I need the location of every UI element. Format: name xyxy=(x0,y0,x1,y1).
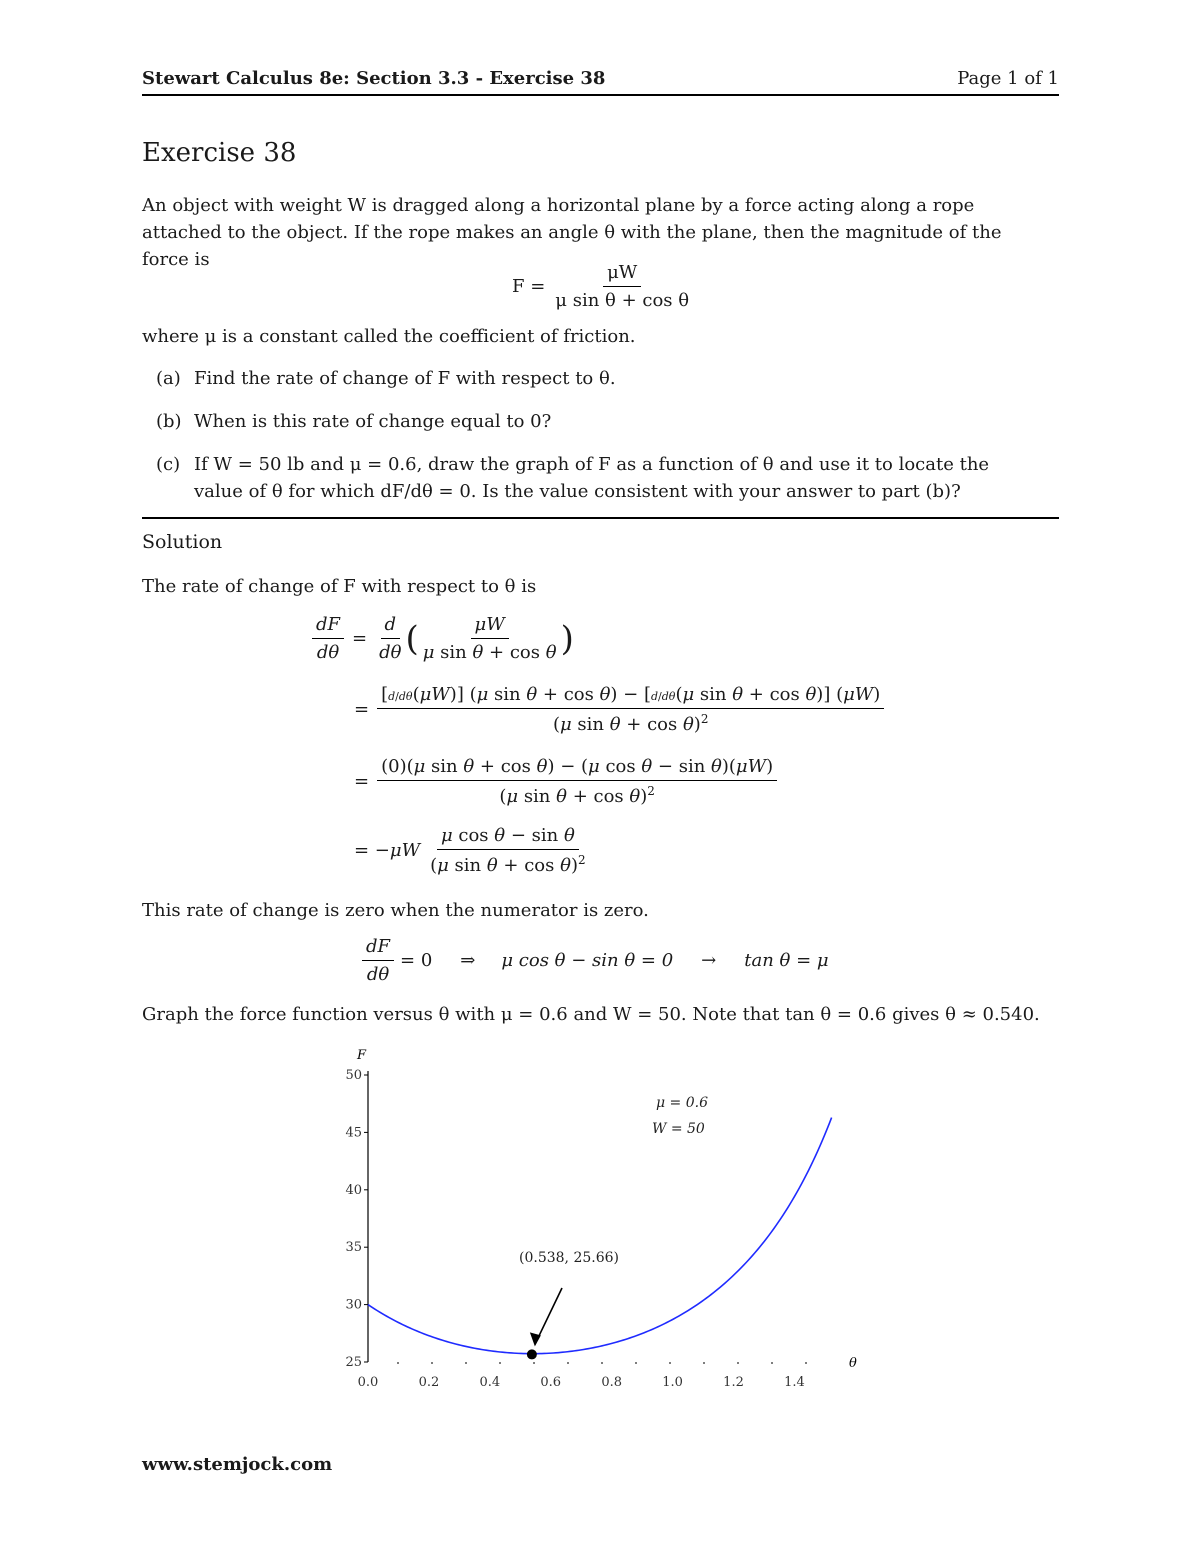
force-formula-denominator: μ sin θ + cos θ xyxy=(555,290,690,311)
exercise-statement-line2: attached to the object. If the rope makes an angle θ with the plane, then the magnitude of the xyxy=(142,222,1002,243)
exercise-statement-line3: force is xyxy=(142,249,210,270)
minimum-point xyxy=(527,1349,537,1359)
y-tick-label: 50 xyxy=(345,1068,362,1083)
zero-eq-part-c: tan θ = μ xyxy=(744,950,829,971)
x-tick-label: 1.2 xyxy=(723,1375,744,1390)
friction-note: where μ is a constant called the coefficient of friction. xyxy=(142,326,636,347)
x-axis-dot xyxy=(703,1362,705,1364)
part-b-label: (b) xyxy=(156,411,182,432)
zero-eq-part-b: μ cos θ − sin θ = 0 xyxy=(501,950,674,971)
running-header-title: Stewart Calculus 8e: Section 3.3 - Exercise 38 xyxy=(142,68,606,89)
minimum-annotation: (0.538, 25.66) xyxy=(519,1250,619,1266)
y-tick-label: 25 xyxy=(345,1355,362,1370)
derivative-line-2: = $\frac{\text{[d/dθ(μW)] (μ sin θ + cos θ) − [d/dθ(μ sin θ + cos θ)] (μW)}}{(\mu \sin \theta + \cos \theta)^2}$ xyxy=(354,684,884,735)
part-c-label: (c) xyxy=(156,454,181,475)
force-formula xyxy=(512,262,693,311)
zero-eq-arrow-2: → xyxy=(701,950,717,971)
x-tick-label: 0.0 xyxy=(357,1375,379,1390)
x-axis-dot xyxy=(431,1362,433,1364)
x-tick-label: 0.2 xyxy=(418,1375,440,1390)
x-tick-label: 0.6 xyxy=(540,1375,562,1390)
solution-intro: The rate of change of F with respect to θ is xyxy=(142,576,537,597)
x-axis-dot xyxy=(669,1362,671,1364)
x-axis-dot xyxy=(635,1362,637,1364)
x-axis-dot xyxy=(397,1362,399,1364)
x-axis-dot xyxy=(465,1362,467,1364)
derivative-line-1: $\frac{dF}{d\theta}$ = $\frac{d}{d\theta}$ ( $\frac{\mu W}{\text{μ sin θ + cos θ}}$ ) xyxy=(312,614,574,663)
part-b-text: When is this rate of change equal to 0? xyxy=(194,411,552,432)
force-chart xyxy=(0,1040,1200,1420)
x-axis-dot xyxy=(533,1362,535,1364)
zero-eq-arrow-1: ⇒ xyxy=(460,950,476,971)
exercise-heading: Exercise 38 xyxy=(142,138,297,168)
part-c-text-line2: value of θ for which dF/dθ = 0. Is the value consistent with your answer to part (b)? xyxy=(194,481,961,502)
part-c-text-line1: If W = 50 lb and μ = 0.6, draw the graph of F as a function of θ and use it to locate the xyxy=(194,454,990,475)
y-tick-label: 40 xyxy=(345,1182,362,1198)
legend-w: W = 50 xyxy=(652,1121,705,1137)
part-a-label: (a) xyxy=(156,368,181,389)
running-header-page: Page 1 of 1 xyxy=(957,68,1059,89)
y-tick-label: 45 xyxy=(345,1125,362,1141)
x-axis-dot xyxy=(805,1362,807,1364)
graph-intro-text: Graph the force function versus θ with μ = 0.6 and W = 50. Note that tan θ = 0.6 gives θ ≈ 0.540. xyxy=(142,1004,1040,1025)
x-axis-dot xyxy=(771,1362,773,1364)
x-axis-dot xyxy=(737,1362,739,1364)
legend-mu: μ = 0.6 xyxy=(656,1095,708,1111)
zero-condition-text: This rate of change is zero when the numerator is zero. xyxy=(142,900,649,921)
x-axis-label: θ xyxy=(849,1356,857,1371)
zero-eq-part-a: = 0 xyxy=(400,950,433,971)
footer-url[interactable]: www.stemjock.com xyxy=(142,1454,333,1475)
x-axis-dot xyxy=(567,1362,569,1364)
part-a-text: Find the rate of change of F with respect to θ. xyxy=(194,368,616,389)
derivative-line-3: = $\frac{\text{(0)(μ sin θ + cos θ) − (μ cos θ − sin θ)(μW)}}{(\mu \sin \theta + \cos \theta)^2}$ xyxy=(354,756,777,807)
x-tick-label: 1.4 xyxy=(784,1375,805,1390)
y-axis-label: F xyxy=(356,1048,366,1063)
x-tick-label: 0.8 xyxy=(601,1375,623,1390)
x-tick-label: 1.0 xyxy=(662,1375,683,1390)
zero-condition-equation: $\frac{dF}{d\theta}$ = 0 ⇒ μ cos θ − sin θ = 0 → tan θ = μ xyxy=(362,936,829,985)
force-curve xyxy=(368,1118,832,1354)
x-axis-dot xyxy=(499,1362,501,1364)
derivative-line-4: = −μW $\frac{\text{μ cos θ − sin θ}}{(\mu \sin \theta + \cos \theta)^2}$ xyxy=(354,825,586,876)
force-formula-lhs: F = xyxy=(512,276,546,297)
solution-heading: Solution xyxy=(142,531,223,553)
section-rule xyxy=(142,517,1059,519)
header-rule xyxy=(142,94,1059,96)
exercise-statement-line1: An object with weight W is dragged along a horizontal plane by a force acting along a rope xyxy=(142,195,975,216)
x-axis-dot xyxy=(601,1362,603,1364)
y-tick-label: 30 xyxy=(345,1297,362,1313)
force-formula-numerator: μW xyxy=(603,262,641,287)
y-tick-label: 35 xyxy=(345,1240,362,1256)
x-tick-label: 0.4 xyxy=(479,1375,501,1390)
